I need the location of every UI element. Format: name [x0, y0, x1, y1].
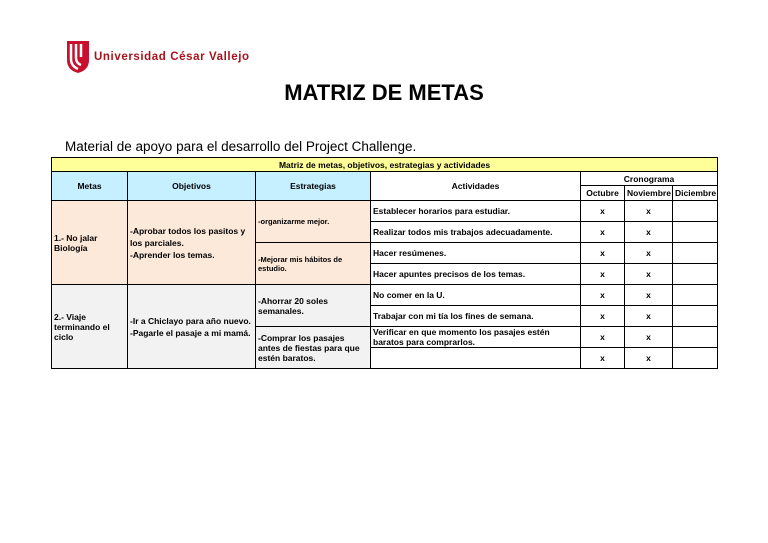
goal-2-act-4-noviembre: x	[625, 348, 673, 369]
goal-2-objetivo-2: -Pagarle el pasaje a mi mamá.	[130, 327, 251, 338]
goal-1-act-3-octubre: x	[581, 243, 625, 264]
goal-2-actividad-2: Trabajar con mi tía los fines de semana.	[371, 306, 581, 327]
goal-1-act-1-noviembre: x	[625, 201, 673, 222]
logo-text: Universidad César Vallejo	[94, 51, 250, 63]
page-subtitle: Material de apoyo para el desarrollo del Project Challenge.	[65, 139, 417, 154]
goal-2-act-1-octubre: x	[581, 285, 625, 306]
table-row	[52, 285, 718, 306]
goal-1-act-4-diciembre	[673, 264, 718, 285]
goal-1-objetivo-1: -Aprobar todos los pasitos y los parciales.	[130, 225, 246, 248]
page-title: MATRIZ DE METAS	[284, 80, 484, 105]
goals-matrix-table	[51, 157, 718, 369]
goal-2-act-3-diciembre	[673, 327, 718, 348]
goal-2-estrategia-2: -Comprar los pasajes antes de fiestas para que estén baratos.	[256, 327, 371, 369]
goal-1-actividad-4: Hacer apuntes precisos de los temas.	[371, 264, 581, 285]
header-estrategias: Estrategias	[256, 172, 371, 201]
goal-1-act-1-octubre: x	[581, 201, 625, 222]
goal-1-actividad-2: Realizar todos mis trabajos adecuadamente.	[371, 222, 581, 243]
table-header-row	[52, 172, 718, 186]
goal-1-act-3-diciembre	[673, 243, 718, 264]
goal-2-objetivos	[128, 285, 256, 369]
goal-2-act-3-noviembre: x	[625, 327, 673, 348]
goal-1-objetivo-2: -Aprender los temas.	[130, 249, 215, 260]
goal-1-act-4-noviembre: x	[625, 264, 673, 285]
header-metas: Metas	[52, 172, 128, 201]
goal-1-act-1-diciembre	[673, 201, 718, 222]
goal-2-actividad-1: No comer en la U.	[371, 285, 581, 306]
goal-2-act-2-octubre: x	[581, 306, 625, 327]
table-row	[52, 201, 718, 222]
goal-2-actividad-3: Verificar en que momento los pasajes estén baratos para comprarlos.	[371, 327, 581, 348]
goal-1-estrategia-1: -organizarme mejor.	[256, 201, 371, 243]
goal-1-act-3-noviembre: x	[625, 243, 673, 264]
goal-1-act-2-octubre: x	[581, 222, 625, 243]
goal-1-objetivos	[128, 201, 256, 285]
goal-1-meta: 1.- No jalar Biología	[52, 201, 128, 285]
header-month-noviembre: Noviembre	[625, 186, 673, 201]
goal-2-act-1-noviembre: x	[625, 285, 673, 306]
goal-1-estrategia-2: -Mejorar mis hábitos de estudio.	[256, 243, 371, 285]
goal-2-act-1-diciembre	[673, 285, 718, 306]
goal-2-act-2-diciembre	[673, 306, 718, 327]
goal-1-act-2-noviembre: x	[625, 222, 673, 243]
header-month-diciembre: Diciembre	[673, 186, 718, 201]
goal-2-estrategia-1: -Ahorrar 20 soles semanales.	[256, 285, 371, 327]
table-caption-row	[52, 158, 718, 172]
goal-2-actividad-4	[371, 348, 581, 369]
goal-2-act-4-octubre: x	[581, 348, 625, 369]
header-cronograma: Cronograma	[581, 172, 718, 186]
university-logo	[66, 40, 250, 74]
header-actividades: Actividades	[371, 172, 581, 201]
goal-1-act-2-diciembre	[673, 222, 718, 243]
header-month-octubre: Octubre	[581, 186, 625, 201]
goal-1-actividad-3: Hacer resúmenes.	[371, 243, 581, 264]
goal-2-act-3-octubre: x	[581, 327, 625, 348]
shield-icon	[66, 40, 90, 74]
goal-1-act-4-octubre: x	[581, 264, 625, 285]
goal-2-meta: 2.- Viaje terminando el ciclo	[52, 285, 128, 369]
goal-1-actividad-1: Establecer horarios para estudiar.	[371, 201, 581, 222]
table-caption: Matriz de metas, objetivos, estrategias y actividades	[52, 158, 718, 172]
goal-2-act-2-noviembre: x	[625, 306, 673, 327]
header-objetivos: Objetivos	[128, 172, 256, 201]
goal-2-objetivo-1: -Ir a Chiclayo para año nuevo.	[130, 315, 251, 326]
goal-2-act-4-diciembre	[673, 348, 718, 369]
